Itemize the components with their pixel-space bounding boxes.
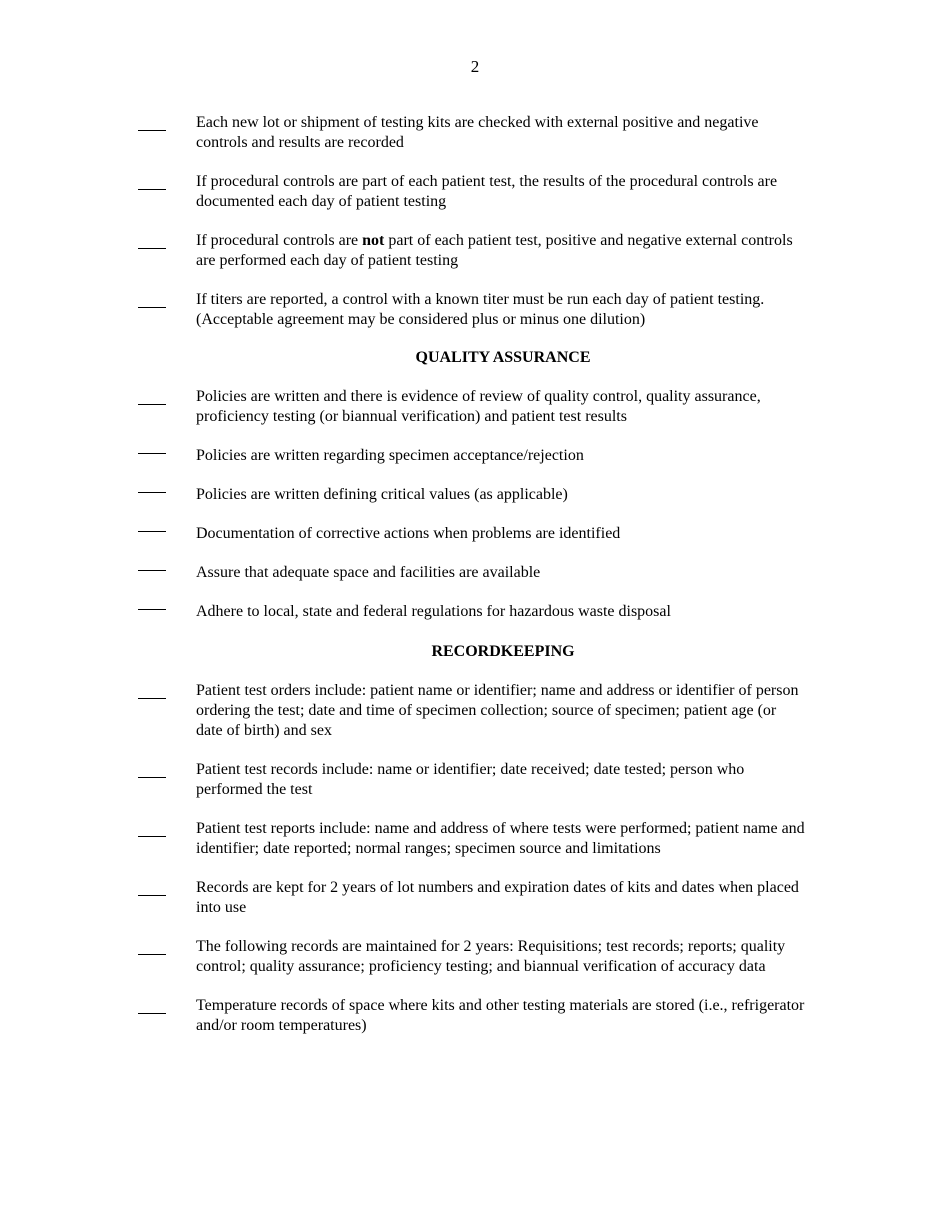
checklist-item	[0, 937, 950, 977]
checklist-text: Each new lot or shipment of testing kits are checked with external positive and negative controls and results are recorded	[196, 114, 759, 151]
checklist-item	[0, 290, 950, 330]
emphasis-not: not	[362, 232, 385, 249]
checkbox-blank[interactable]	[138, 570, 166, 571]
checklist-item	[0, 819, 950, 859]
checklist-text: Patient test orders include: patient name or identifier; name and address or identifier of person ordering the test; date and time of specimen collection; source of specimen; patient age (or date of birth) and sex	[196, 682, 799, 739]
text-part: part of each patient test, positive and negative external controls are performed each day of patient testing	[196, 232, 793, 269]
checkbox-blank[interactable]	[138, 777, 166, 778]
checklist-text: If titers are reported, a control with a known titer must be run each day of patient testing. (Acceptable agreement may be considered plus or minus one dilution)	[196, 291, 765, 328]
checklist-text: The following records are maintained for 2 years: Requisitions; test records; reports; quality control; quality assurance; proficiency testing; and biannual verification of accuracy data	[196, 938, 786, 975]
checklist-text	[196, 231, 806, 271]
checklist-item	[0, 231, 950, 271]
recordkeeping-section	[0, 681, 950, 1055]
checkbox-blank[interactable]	[138, 954, 166, 955]
checkbox-blank[interactable]	[138, 492, 166, 493]
checkbox-blank[interactable]	[138, 1013, 166, 1014]
checklist-text: Patient test reports include: name and address of where tests were performed; patient name and identifier; date reported; normal ranges; specimen source and limitations	[196, 820, 805, 857]
checkbox-blank[interactable]	[138, 404, 166, 405]
quality-assurance-section	[0, 387, 950, 641]
checkbox-blank[interactable]	[138, 698, 166, 699]
checklist-item	[0, 602, 950, 622]
checklist-item	[0, 524, 950, 544]
checklist-text: Adhere to local, state and federal regulations for hazardous waste disposal	[196, 603, 671, 620]
checkbox-blank[interactable]	[138, 836, 166, 837]
quality-assurance-heading: QUALITY ASSURANCE	[415, 349, 591, 366]
checklist-item	[0, 485, 950, 505]
checklist-item	[0, 387, 950, 427]
checklist-item	[0, 681, 950, 741]
checklist-text: Policies are written and there is evidence of review of quality control, quality assurance, proficiency testing (or biannual verification) and patient test results	[196, 388, 761, 425]
checkbox-blank[interactable]	[138, 531, 166, 532]
checklist-text: Documentation of corrective actions when problems are identified	[196, 525, 621, 542]
checkbox-blank[interactable]	[138, 248, 166, 249]
checklist-item	[0, 563, 950, 583]
checklist-item	[0, 113, 950, 153]
checklist-item	[0, 446, 950, 466]
checklist-item	[0, 172, 950, 212]
checklist-text: Records are kept for 2 years of lot numbers and expiration dates of kits and dates when placed into use	[196, 879, 811, 916]
checklist-item	[0, 760, 950, 800]
checkbox-blank[interactable]	[138, 189, 166, 190]
page-number: 2	[470, 57, 480, 76]
checklist-text: Policies are written defining critical values (as applicable)	[196, 486, 568, 503]
checklist-item	[0, 878, 950, 918]
checklist-text: Patient test records include: name or identifier; date received; date tested; person who performed the test	[196, 761, 745, 798]
recordkeeping-heading: RECORDKEEPING	[431, 643, 575, 660]
checklist-text: Assure that adequate space and facilities are available	[196, 564, 541, 581]
checklist-text: If procedural controls are part of each patient test, the results of the procedural controls are documented each day of patient testing	[196, 173, 778, 210]
checkbox-blank[interactable]	[138, 609, 166, 610]
checkbox-blank[interactable]	[138, 130, 166, 131]
checklist-item	[0, 996, 950, 1036]
checklist-text: Temperature records of space where kits and other testing materials are stored (i.e., refrigerator and/or room temperatures)	[196, 997, 805, 1034]
controls-section	[0, 113, 950, 349]
checkbox-blank[interactable]	[138, 307, 166, 308]
text-part: If procedural controls are	[196, 232, 363, 249]
checkbox-blank[interactable]	[138, 895, 166, 896]
checkbox-blank[interactable]	[138, 453, 166, 454]
checklist-text: Policies are written regarding specimen acceptance/rejection	[196, 447, 584, 464]
